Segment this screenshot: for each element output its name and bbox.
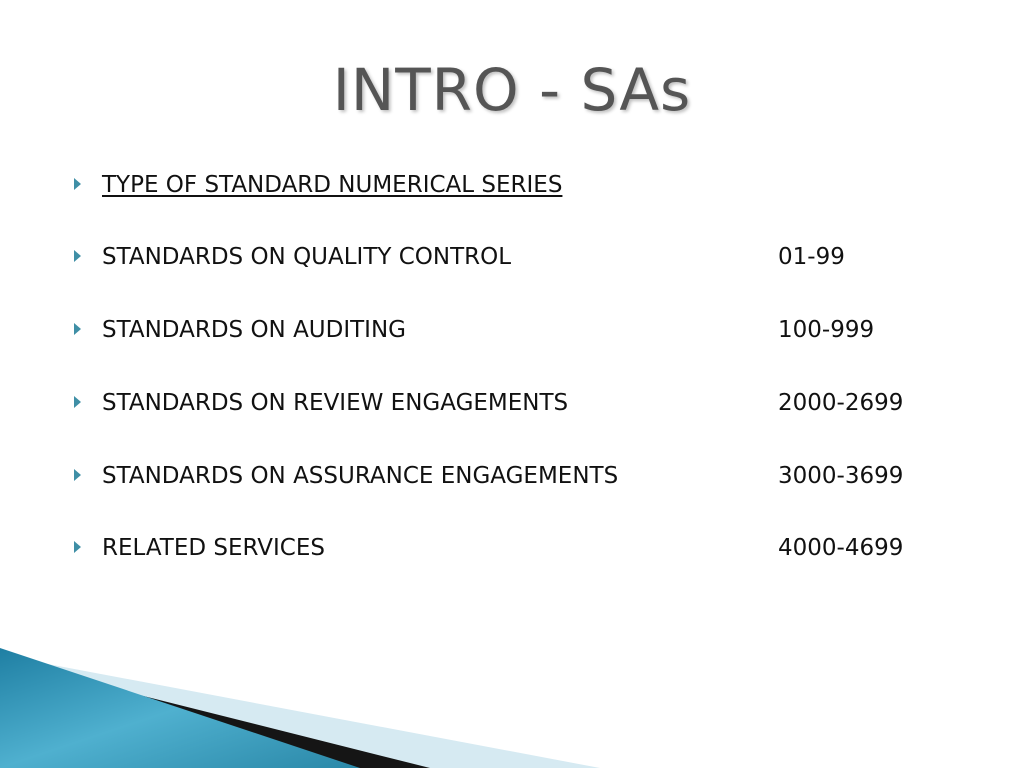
bullet-arrow-icon [74,178,81,190]
numerical-series: 4000-4699 [778,535,904,561]
numerical-series: 01-99 [778,244,845,270]
standard-name: RELATED SERVICES [102,535,325,561]
bullet-arrow-icon [74,250,81,262]
standard-name: STANDARDS ON QUALITY CONTROL [102,244,512,270]
numerical-series: 100-999 [778,317,875,343]
bullet-arrow-icon [74,469,81,481]
standard-name: STANDARDS ON ASSURANCE ENGAGEMENTS [102,463,619,489]
standard-name: STANDARDS ON AUDITING [102,317,406,343]
list-item [0,240,1024,274]
numerical-series: 2000-2699 [778,390,904,416]
list-item [0,313,1024,347]
bullet-arrow-icon [74,541,81,553]
header-label: TYPE OF STANDARD NUMERICAL SERIES [102,172,563,198]
slide-title: INTRO - SAs [332,56,692,124]
numerical-series: 3000-3699 [778,463,904,489]
list-item [0,531,1024,565]
list-item [0,386,1024,420]
bullet-arrow-icon [74,396,81,408]
list-item [0,459,1024,493]
standard-name: STANDARDS ON REVIEW ENGAGEMENTS [102,390,569,416]
bullet-arrow-icon [74,323,81,335]
list-item-header [0,168,1024,202]
